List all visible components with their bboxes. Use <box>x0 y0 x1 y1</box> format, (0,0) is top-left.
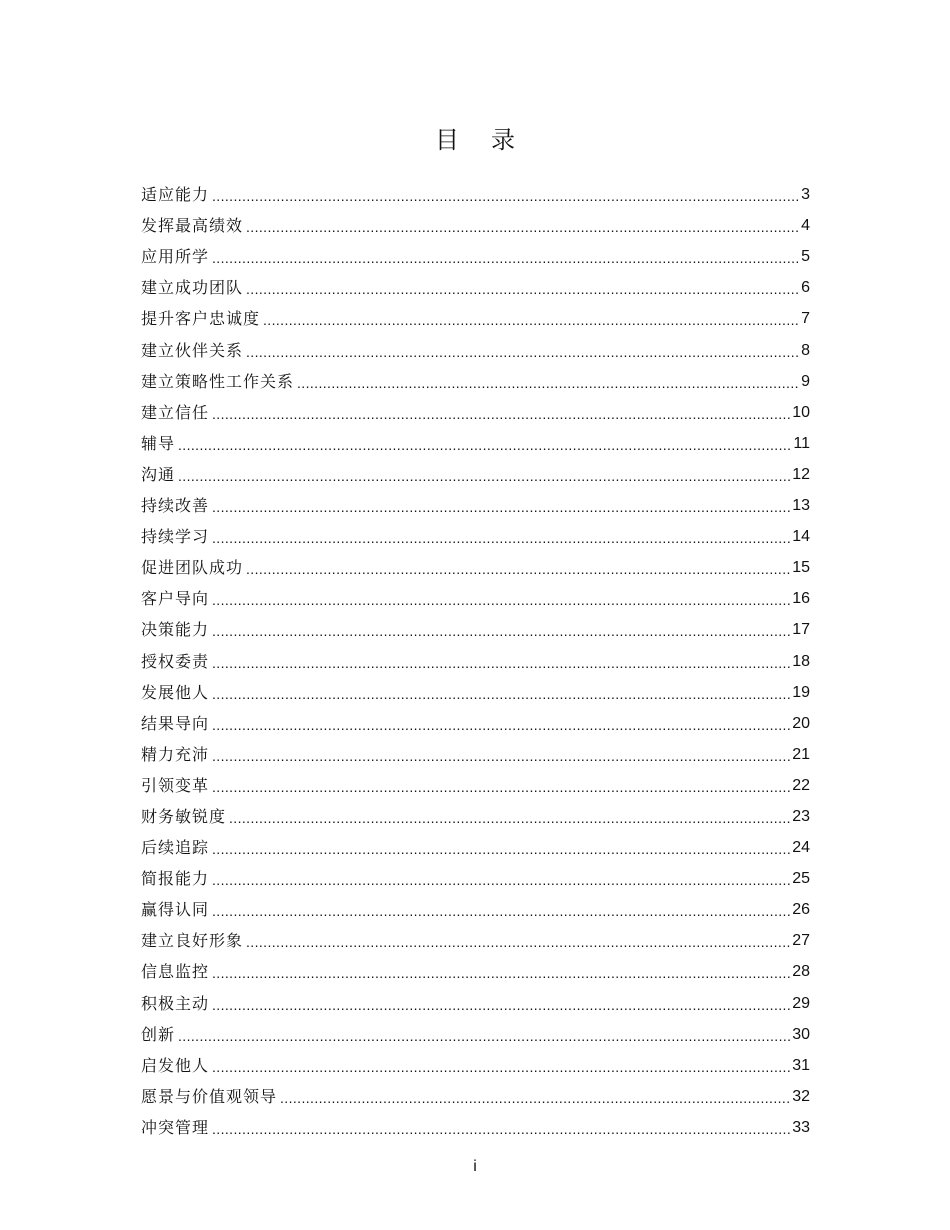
dot-leader <box>212 654 791 672</box>
toc-entry-label: 愿景与价值观领导 <box>141 1086 278 1106</box>
toc-entry[interactable] <box>141 676 810 707</box>
toc-entry-label: 精力充沛 <box>141 744 210 764</box>
toc-entry-label: 辅导 <box>141 433 176 453</box>
toc-entry-page-number: 29 <box>792 994 810 1012</box>
dot-leader <box>246 343 800 361</box>
dot-leader <box>246 280 800 298</box>
toc-entry-label: 持续改善 <box>141 496 210 516</box>
toc-entry[interactable] <box>141 1111 810 1142</box>
toc-entry[interactable] <box>141 924 810 955</box>
toc-entry-page-number: 5 <box>801 248 810 266</box>
toc-entry[interactable] <box>141 893 810 924</box>
toc-entry-page-number: 33 <box>792 1118 810 1136</box>
toc-entry[interactable] <box>141 955 810 986</box>
toc-entry-label: 建立信任 <box>141 402 210 422</box>
toc-entry[interactable] <box>141 396 810 427</box>
toc-entry[interactable] <box>141 271 810 302</box>
toc-entry-label: 沟通 <box>141 464 176 484</box>
toc-entry[interactable] <box>141 707 810 738</box>
toc-entry-page-number: 6 <box>801 279 810 297</box>
toc-entry-page-number: 17 <box>792 621 810 639</box>
toc-entry[interactable] <box>141 644 810 675</box>
dot-leader <box>212 964 791 982</box>
toc-entry-label: 冲突管理 <box>141 1117 210 1137</box>
toc-entry-label: 信息监控 <box>141 962 210 982</box>
toc-entry-page-number: 14 <box>792 528 810 546</box>
dot-leader <box>246 933 791 951</box>
dot-leader <box>297 374 800 392</box>
toc-entry[interactable] <box>141 1049 810 1080</box>
toc-entry[interactable] <box>141 333 810 364</box>
page-title: 目录 <box>435 126 547 155</box>
toc-entry-label: 促进团队成功 <box>141 558 244 578</box>
dot-leader <box>212 498 791 516</box>
toc-entry-page-number: 20 <box>792 714 810 732</box>
toc-entry-label: 建立良好形象 <box>141 931 244 951</box>
toc-entry-label: 财务敏锐度 <box>141 806 227 826</box>
toc-entry-label: 发挥最高绩效 <box>141 216 244 236</box>
toc-entry[interactable] <box>141 986 810 1017</box>
dot-leader <box>212 187 800 205</box>
toc-entry-page-number: 30 <box>792 1025 810 1043</box>
toc-entry-label: 创新 <box>141 1024 176 1044</box>
toc-entry-page-number: 13 <box>792 497 810 515</box>
toc-entry-label: 适应能力 <box>141 185 210 205</box>
dot-leader <box>212 871 791 889</box>
toc-entry[interactable] <box>141 862 810 893</box>
dot-leader <box>212 405 791 423</box>
toc-entry[interactable] <box>141 489 810 520</box>
toc-entry-page-number: 16 <box>792 590 810 608</box>
toc-entry[interactable] <box>141 520 810 551</box>
toc-entry[interactable] <box>141 769 810 800</box>
dot-leader <box>212 747 791 765</box>
toc-entry[interactable] <box>141 178 810 209</box>
toc-entry-page-number: 8 <box>801 341 810 359</box>
toc-entry-page-number: 18 <box>792 652 810 670</box>
toc-entry-page-number: 4 <box>801 217 810 235</box>
toc-entry-label: 客户导向 <box>141 589 210 609</box>
toc-entry[interactable] <box>141 1080 810 1111</box>
dot-leader <box>212 249 800 267</box>
toc-entry-page-number: 15 <box>792 559 810 577</box>
toc-entry[interactable] <box>141 365 810 396</box>
toc-entry[interactable] <box>141 427 810 458</box>
toc-entry-label: 引领变革 <box>141 775 210 795</box>
dot-leader <box>212 1058 791 1076</box>
toc-entry[interactable] <box>141 1018 810 1049</box>
toc-entry-page-number: 27 <box>792 932 810 950</box>
toc-entry[interactable] <box>141 582 810 613</box>
dot-leader <box>246 560 791 578</box>
toc-entry[interactable] <box>141 458 810 489</box>
dot-leader <box>280 1089 791 1107</box>
toc-entry[interactable] <box>141 551 810 582</box>
toc-entry-page-number: 28 <box>792 963 810 981</box>
dot-leader <box>212 1120 791 1138</box>
toc-entry-page-number: 7 <box>801 310 810 328</box>
toc-entry-page-number: 25 <box>792 870 810 888</box>
toc-entry-page-number: 26 <box>792 901 810 919</box>
toc-entry-label: 简报能力 <box>141 869 210 889</box>
dot-leader <box>178 467 791 485</box>
toc-entry-page-number: 3 <box>801 186 810 204</box>
toc-entry-page-number: 22 <box>792 776 810 794</box>
toc-entry-label: 建立策略性工作关系 <box>141 371 295 391</box>
dot-leader <box>212 685 791 703</box>
dot-leader <box>212 778 791 796</box>
dot-leader <box>263 311 800 329</box>
toc-entry[interactable] <box>141 800 810 831</box>
toc-entry-label: 应用所学 <box>141 247 210 267</box>
toc-entry-page-number: 21 <box>792 745 810 763</box>
toc-entry[interactable] <box>141 240 810 271</box>
toc-entry-label: 提升客户忠诚度 <box>141 309 261 329</box>
toc-entry[interactable] <box>141 209 810 240</box>
dot-leader <box>178 1027 791 1045</box>
toc-entry-label: 持续学习 <box>141 527 210 547</box>
toc-entry[interactable] <box>141 613 810 644</box>
dot-leader <box>178 436 792 454</box>
dot-leader <box>229 809 791 827</box>
toc-entry-label: 后续追踪 <box>141 838 210 858</box>
page-number: i <box>473 1158 477 1175</box>
toc-entry-label: 积极主动 <box>141 993 210 1013</box>
toc-entry-page-number: 32 <box>792 1087 810 1105</box>
toc-entry-label: 启发他人 <box>141 1055 210 1075</box>
toc-entry-label: 结果导向 <box>141 713 210 733</box>
toc-entry-page-number: 24 <box>792 839 810 857</box>
dot-leader <box>212 840 791 858</box>
toc-entry[interactable] <box>141 302 810 333</box>
toc-entry-page-number: 31 <box>792 1056 810 1074</box>
toc-entry-label: 建立成功团队 <box>141 278 244 298</box>
toc-entry-label: 赢得认同 <box>141 900 210 920</box>
table-of-contents <box>141 178 810 1142</box>
toc-entry-label: 建立伙伴关系 <box>141 340 244 360</box>
toc-entry[interactable] <box>141 831 810 862</box>
toc-entry-label: 决策能力 <box>141 620 210 640</box>
dot-leader <box>212 902 791 920</box>
toc-entry-page-number: 12 <box>792 465 810 483</box>
dot-leader <box>212 529 791 547</box>
toc-entry-label: 发展他人 <box>141 682 210 702</box>
dot-leader <box>212 996 791 1014</box>
dot-leader <box>212 716 791 734</box>
dot-leader <box>246 218 800 236</box>
dot-leader <box>212 622 791 640</box>
toc-entry[interactable] <box>141 738 810 769</box>
toc-entry-label: 授权委责 <box>141 651 210 671</box>
toc-entry-page-number: 11 <box>793 434 810 452</box>
toc-entry-page-number: 19 <box>792 683 810 701</box>
toc-entry-page-number: 23 <box>792 807 810 825</box>
toc-entry-page-number: 9 <box>801 372 810 390</box>
toc-entry-page-number: 10 <box>792 403 810 421</box>
dot-leader <box>212 591 791 609</box>
